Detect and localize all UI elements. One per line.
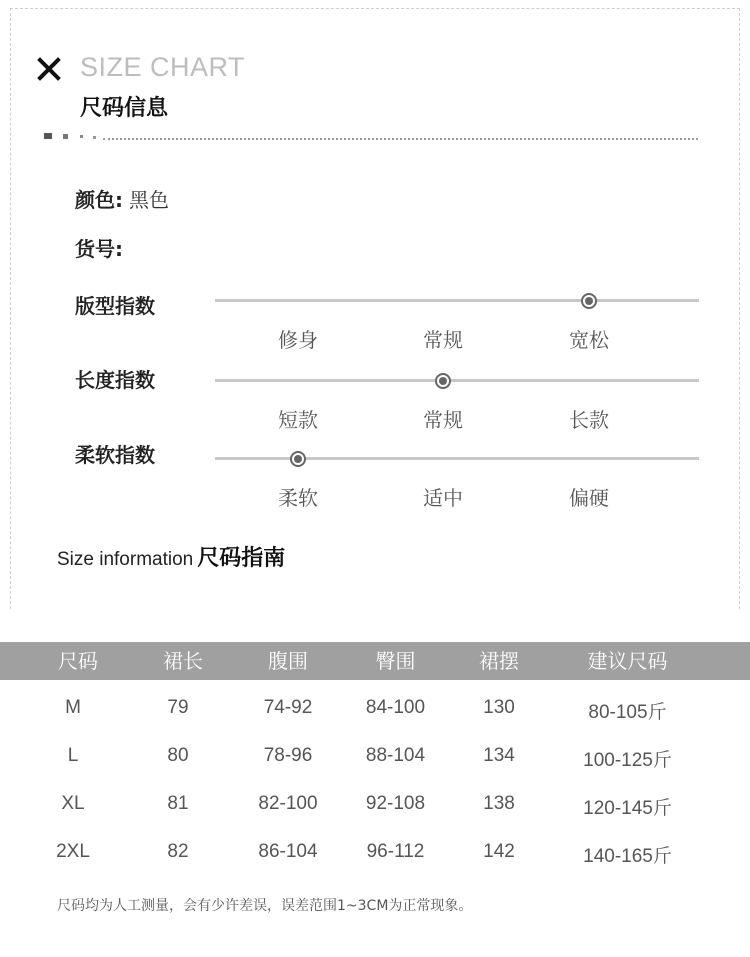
length-index-track — [215, 379, 699, 382]
table-cell: 138 — [483, 793, 515, 814]
softness-option-stiff: 偏硬 — [569, 486, 609, 510]
table-cell: 81 — [167, 793, 189, 814]
table-cell: 92-108 — [365, 793, 426, 814]
fit-option-slim: 修身 — [278, 328, 318, 352]
table-cell: 130 — [483, 697, 515, 718]
color-value: 黑色 — [129, 188, 169, 212]
table-cell: 120-145斤 — [583, 798, 672, 819]
table-cell: 96-112 — [366, 841, 425, 862]
fit-option-regular: 常规 — [423, 328, 463, 352]
separator-square — [44, 133, 52, 139]
table-cell: 79 — [167, 697, 189, 718]
color-row — [75, 184, 169, 213]
measurement-footnote: 尺码均为人工测量，会有少许差误，误差范围1~3CM为正常现象。 — [57, 898, 473, 914]
column-header-size: 尺码 — [58, 649, 98, 673]
fit-option-loose: 宽松 — [569, 328, 609, 352]
length-option-long: 长款 — [569, 408, 609, 432]
size-info-title-en: Size information — [57, 549, 194, 570]
title-chinese: 尺码信息 — [80, 96, 169, 121]
table-cell: 78-96 — [263, 745, 313, 766]
fit-index-knob — [581, 293, 597, 309]
length-index-label: 长度指数 — [75, 368, 155, 392]
table-cell: M — [65, 697, 81, 718]
table-cell: 80-105斤 — [588, 702, 667, 723]
close-icon — [36, 56, 62, 82]
color-label: 颜色: — [75, 188, 123, 212]
table-cell: L — [67, 745, 79, 766]
size-info-heading — [57, 541, 285, 572]
table-cell: 86-104 — [258, 841, 318, 862]
table-cell: 82 — [167, 841, 189, 862]
softness-option-medium: 适中 — [423, 486, 463, 510]
length-option-regular: 常规 — [423, 408, 463, 432]
separator-square — [93, 136, 96, 139]
table-cell: 142 — [483, 841, 515, 862]
dotted-separator — [103, 138, 698, 140]
softness-option-soft: 柔软 — [278, 486, 318, 510]
length-option-short: 短款 — [278, 408, 318, 432]
title-english: SIZE CHART — [80, 52, 246, 82]
table-cell: 140-165斤 — [583, 846, 672, 867]
fit-index-track — [215, 299, 699, 302]
table-cell: 74-92 — [263, 697, 313, 718]
table-cell: 2XL — [56, 841, 90, 862]
column-header-waist: 腹围 — [268, 649, 308, 673]
table-cell: 134 — [483, 745, 515, 766]
table-cell: 80 — [167, 745, 189, 766]
column-header-skirt-length: 裙长 — [163, 649, 203, 673]
softness-index-label: 柔软指数 — [75, 443, 155, 467]
length-index-knob — [435, 373, 451, 389]
sku-label: 货号: — [75, 237, 123, 261]
column-header-hem: 裙摆 — [479, 649, 519, 673]
softness-index-track — [215, 457, 699, 460]
sku-row — [75, 233, 123, 262]
table-cell: 82-100 — [258, 793, 318, 814]
table-cell: 84-100 — [365, 697, 426, 718]
size-info-title-cn: 尺码指南 — [197, 546, 286, 571]
table-cell: 100-125斤 — [583, 750, 672, 771]
softness-index-knob — [290, 451, 306, 467]
table-cell: XL — [61, 793, 85, 814]
separator-square — [80, 135, 83, 138]
table-cell: 88-104 — [365, 745, 426, 766]
separator-square — [63, 134, 68, 139]
column-header-hip: 臀围 — [375, 649, 416, 673]
fit-index-label: 版型指数 — [75, 294, 155, 318]
column-header-recommended: 建议尺码 — [587, 649, 668, 673]
size-table-header — [0, 642, 750, 680]
